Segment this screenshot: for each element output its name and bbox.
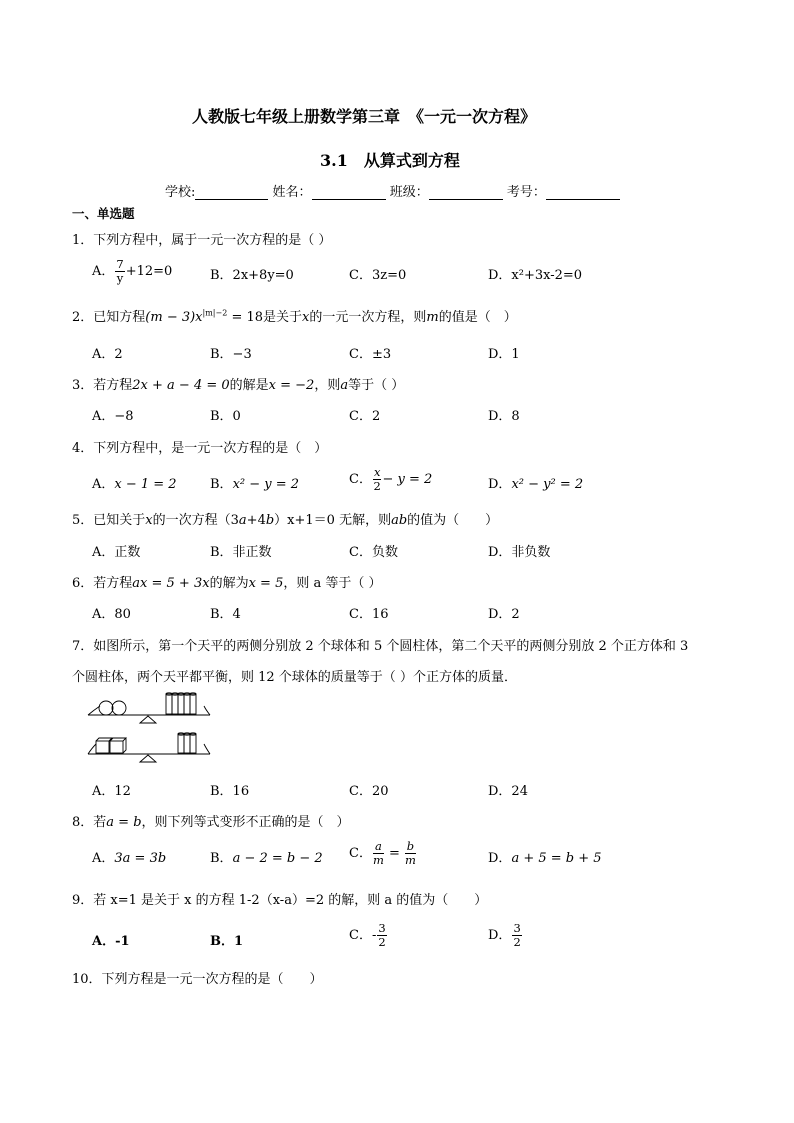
fraction: $\frac{x}{2}$ — [373, 465, 381, 493]
question-7-option-d: D．24 — [488, 784, 528, 799]
question-6-option-b: B．4 — [210, 607, 241, 622]
class-blank[interactable] — [429, 187, 503, 200]
balance-scales-figure — [86, 688, 216, 770]
question-1-option-a: A． $\frac{7}{y}$ +12=0 — [92, 257, 173, 285]
fraction: $\frac{b}{m}$ — [405, 839, 416, 867]
question-4-option-d: D．x² − y² = 2 — [488, 477, 584, 492]
question-6-option-d: D．2 — [488, 607, 520, 622]
student-info-line — [165, 181, 620, 200]
question-8-stem: 8．若a = b，则下列等式变形不正确的是（ ） — [72, 815, 350, 830]
question-9-option-a: A．-1 — [92, 934, 130, 949]
question-4-option-a: A．x − 1 = 2 — [92, 477, 177, 492]
name-label: 姓名： — [272, 185, 312, 200]
class-label: 班级： — [389, 185, 429, 200]
question-7-option-c: C．20 — [349, 784, 389, 799]
question-3-option-d: D．8 — [488, 409, 520, 424]
fraction: $\frac{a}{m}$ — [372, 839, 384, 867]
question-8-option-a: A．3a = 3b — [92, 851, 167, 866]
question-9-option-d: D． $\frac{3}{2}$ — [488, 921, 521, 949]
fraction: $\frac{7}{y}$ — [116, 257, 124, 285]
section-heading: 一、单选题 — [72, 206, 135, 221]
number-blank[interactable] — [546, 187, 620, 200]
school-blank[interactable] — [195, 187, 268, 200]
question-1-option-c: C．3z=0 — [349, 268, 407, 283]
question-4-option-b: B．x² − y = 2 — [210, 477, 300, 492]
question-2-option-c: C．±3 — [349, 347, 392, 362]
question-6-option-a: A．80 — [92, 607, 131, 622]
question-1-stem: 1．下列方程中，属于一元一次方程的是（ ） — [72, 233, 332, 248]
question-3-option-b: B．0 — [210, 409, 241, 424]
question-5-option-d: D．非负数 — [488, 545, 551, 560]
question-8-option-d: D．a + 5 = b + 5 — [488, 851, 602, 866]
question-7-stem-line-1: 7．如图所示，第一个天平的两侧分别放 2 个球体和 5 个圆柱体，第二个天平的两侧分别放 2 个正方体和 3 — [72, 639, 689, 654]
question-5-option-c: C．负数 — [349, 545, 398, 560]
question-2-option-a: A．2 — [92, 347, 123, 362]
fraction: $\frac{3}{2}$ — [378, 921, 386, 949]
question-5-option-a: A．正数 — [92, 545, 141, 560]
question-9-stem: 9．若 x=1 是关于 x 的方程 1-2（x-a）=2 的解，则 a 的值为（ ） — [72, 893, 488, 908]
page-subtitle: 3.1 从算式到方程 — [320, 151, 460, 170]
name-blank[interactable] — [312, 187, 386, 200]
question-5-stem: 5．已知关于x的一次方程（3a+4b）x+1＝0 无解，则ab的值为（ ） — [72, 513, 499, 528]
question-2-option-b: B．−3 — [210, 347, 252, 362]
question-6-stem: 6．若方程ax = 5 + 3x的解为x = 5，则 a 等于（ ） — [72, 576, 382, 591]
question-1-option-b: B．2x+8y=0 — [210, 268, 294, 283]
question-3-option-c: C．2 — [349, 409, 381, 424]
question-10-stem: 10．下列方程是一元一次方程的是（ ） — [72, 972, 323, 987]
question-1-option-d: D．x²+3x-2=0 — [488, 268, 583, 283]
question-4-stem: 4．下列方程中，是一元一次方程的是（ ） — [72, 441, 328, 456]
question-7-option-a: A．12 — [92, 784, 131, 799]
number-label: 考号： — [506, 185, 546, 200]
question-9-option-b: B．1 — [210, 934, 244, 949]
balance-scale-1 — [88, 693, 210, 723]
question-3-stem: 3．若方程2x + a − 4 = 0的解是x = −2，则a等于（ ） — [72, 378, 405, 393]
question-6-option-c: C．16 — [349, 607, 389, 622]
question-3-option-a: A．−8 — [92, 409, 134, 424]
balance-scale-2 — [88, 733, 210, 762]
question-2-stem: 2．已知方程$(m - 3)x^{|m|-2} = 18$是关于x的一元一次方程，则m的值是（ ） — [72, 308, 517, 325]
question-8-option-c: C． $\frac{a}{m}$ = $\frac{b}{m}$ — [349, 839, 416, 867]
question-5-option-b: B．非正数 — [210, 545, 272, 560]
question-7-option-b: B．16 — [210, 784, 250, 799]
page-title: 人教版七年级上册数学第三章 《一元一次方程》 — [192, 107, 537, 126]
question-4-option-c: C． $\frac{x}{2}$ − y = 2 — [349, 465, 433, 493]
question-8-option-b: B．a − 2 = b − 2 — [210, 851, 323, 866]
question-9-option-c: C．- $\frac{3}{2}$ — [349, 921, 386, 949]
question-7-stem-line-2: 个圆柱体，两个天平都平衡，则 12 个球体的质量等于（ ）个正方体的质量． — [72, 670, 517, 685]
question-2-option-d: D．1 — [488, 347, 520, 362]
school-label: 学校: — [165, 185, 196, 200]
fraction: $\frac{3}{2}$ — [513, 921, 521, 949]
